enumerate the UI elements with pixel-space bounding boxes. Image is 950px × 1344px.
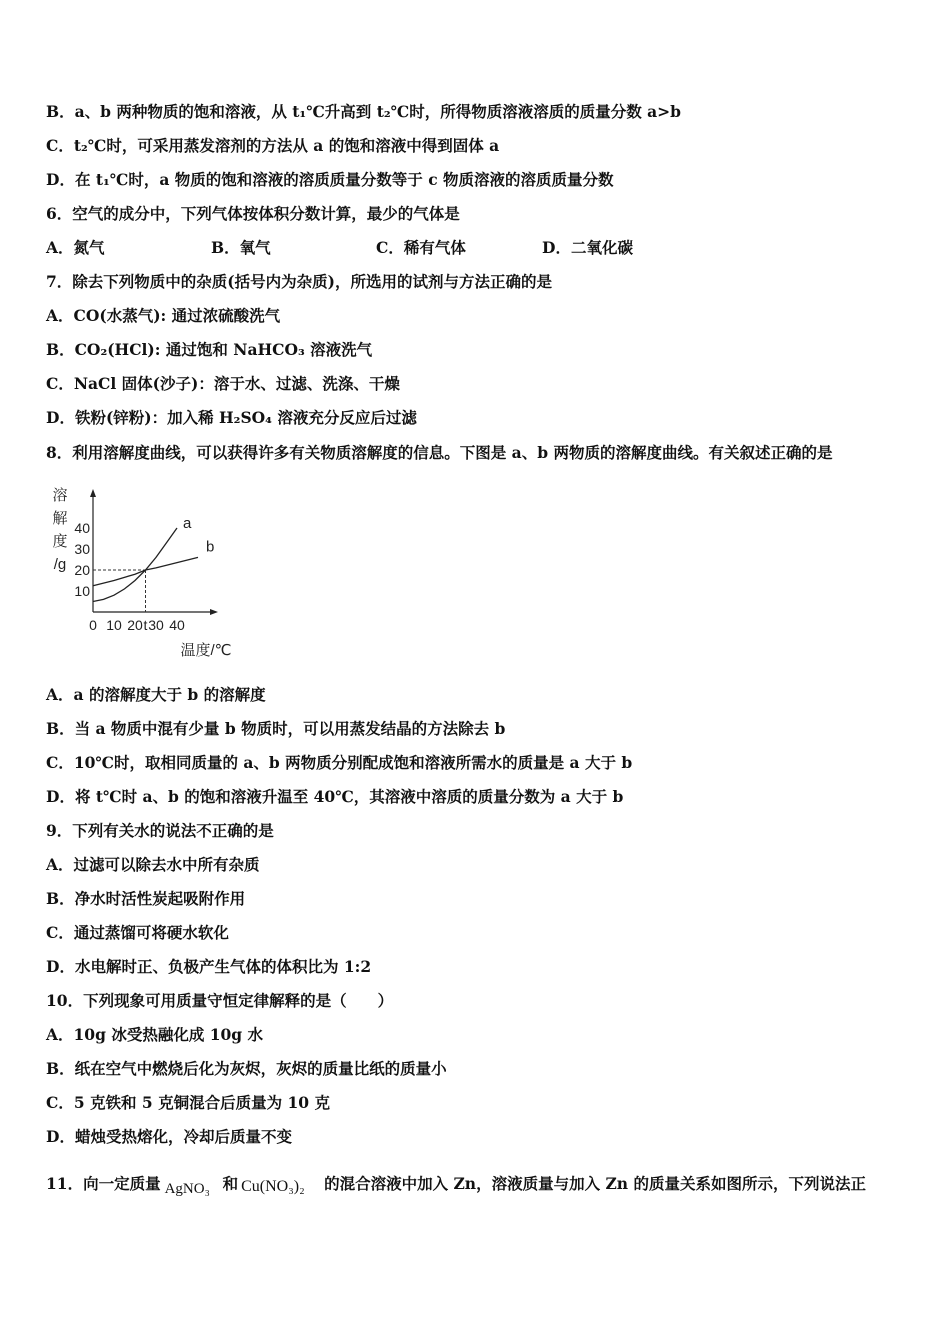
q5-option-d: D．在 t₁℃时，a 物质的饱和溶液的溶质质量分数等于 c 物质溶液的溶质质量分数	[46, 170, 614, 189]
y-axis-label-char: 溶	[52, 487, 68, 504]
q5-option-c: C．t₂℃时，可采用蒸发溶剂的方法从 a 的饱和溶液中得到固体 a	[46, 136, 500, 155]
q10-option-b: B．纸在空气中燃烧后化为灰烬，灰烬的质量比纸的质量小	[46, 1059, 447, 1078]
q9-option-a: A．过滤可以除去水中所有杂质	[46, 855, 260, 874]
q6-option-a: A．氮气	[46, 238, 105, 257]
q11-text-3: 的混合溶液中加入 Zn，溶液质量与加入 Zn 的质量关系如图所示，下列说法正	[324, 1174, 866, 1193]
x-tick-label-30: 30	[148, 617, 164, 633]
q10-option-a: A．10g 冰受热融化成 10g 水	[46, 1025, 264, 1044]
y-tick-label-20: 20	[74, 562, 90, 578]
q8-option-d: D．将 t℃时 a、b 的饱和溶液升温至 40℃，其溶液中溶质的质量分数为 a 大于 b	[46, 787, 624, 806]
q8-option-b: B．当 a 物质中混有少量 b 物质时，可以用蒸发结晶的方法除去 b	[46, 719, 506, 738]
q8-stem: 8．利用溶解度曲线，可以获得许多有关物质溶解度的信息。下图是 a、b 两物质的溶解度曲线。有关叙述正确的是	[46, 443, 833, 462]
q9-stem: 9．下列有关水的说法不正确的是	[46, 821, 274, 840]
q11-stem	[46, 1174, 866, 1197]
q10-stem: 10．下列现象可用质量守恒定律解释的是（ ）	[46, 991, 394, 1010]
q6-options	[46, 238, 746, 258]
q9-option-b: B．净水时活性炭起吸附作用	[46, 889, 246, 908]
q11-formula-cuno32: Cu(NO₃)₂	[241, 1178, 305, 1195]
x-tick-label-t: t	[143, 617, 148, 633]
q9-option-d: D．水电解时正、负极产生气体的体积比为 1:2	[46, 957, 372, 976]
q10-option-d: D．蜡烛受热熔化，冷却后质量不变	[46, 1127, 292, 1146]
y-axis-label-char: 度	[52, 533, 68, 550]
q9-option-c: C．通过蒸馏可将硬水软化	[46, 923, 229, 942]
q8-option-c: C．10℃时，取相同质量的 a、b 两物质分别配成饱和溶液所需水的质量是 a 大于 b	[46, 753, 633, 772]
x-tick-label-0: 0	[89, 617, 97, 633]
y-tick-label-10: 10	[74, 583, 90, 599]
y-axis-label-char: 解	[52, 510, 68, 527]
q7-option-d: D．铁粉(锌粉)：加入稀 H₂SO₄ 溶液充分反应后过滤	[46, 408, 417, 427]
q11-text-1: 11．向一定质量	[46, 1174, 161, 1193]
q11-formula-agno3: AgNO₃	[164, 1181, 210, 1197]
x-tick-label-20: 20	[127, 617, 143, 633]
q5-option-b: B．a、b 两种物质的饱和溶液，从 t₁℃升高到 t₂℃时，所得物质溶液溶质的质量分数 a>b	[46, 102, 681, 121]
q8-option-a: A．a 的溶解度大于 b 的溶解度	[46, 685, 266, 704]
y-axis-label-char: /g	[53, 556, 67, 573]
y-axis-arrow	[90, 489, 96, 497]
q10-option-c: C．5 克铁和 5 克铜混合后质量为 10 克	[46, 1093, 330, 1112]
q6-option-b: B．氧气	[211, 238, 271, 257]
solubility-chart	[46, 480, 246, 670]
x-tick-label-40: 40	[169, 617, 185, 633]
x-tick-label-10: 10	[106, 617, 122, 633]
q6-option-c: C．稀有气体	[376, 238, 466, 257]
x-axis-label: 温度/℃	[180, 642, 232, 659]
q6-stem: 6．空气的成分中，下列气体按体积分数计算，最少的气体是	[46, 204, 460, 223]
x-axis-arrow	[210, 609, 218, 615]
series-line-a	[93, 528, 177, 602]
q6-option-d: D．二氧化碳	[542, 238, 633, 257]
q7-option-b: B．CO₂(HCl): 通过饱和 NaHCO₃ 溶液洗气	[46, 340, 373, 359]
series-label-b: b	[206, 538, 215, 556]
q7-stem: 7．除去下列物质中的杂质(括号内为杂质)，所选用的试剂与方法正确的是	[46, 272, 552, 291]
q11-text-2: 和	[222, 1174, 239, 1193]
y-tick-label-40: 40	[74, 520, 90, 536]
y-tick-label-30: 30	[74, 541, 90, 557]
series-label-a: a	[183, 515, 192, 532]
q7-option-a: A．CO(水蒸气): 通过浓硫酸洗气	[46, 306, 281, 325]
q7-option-c: C．NaCl 固体(沙子)：溶于水、过滤、洗涤、干燥	[46, 374, 400, 393]
